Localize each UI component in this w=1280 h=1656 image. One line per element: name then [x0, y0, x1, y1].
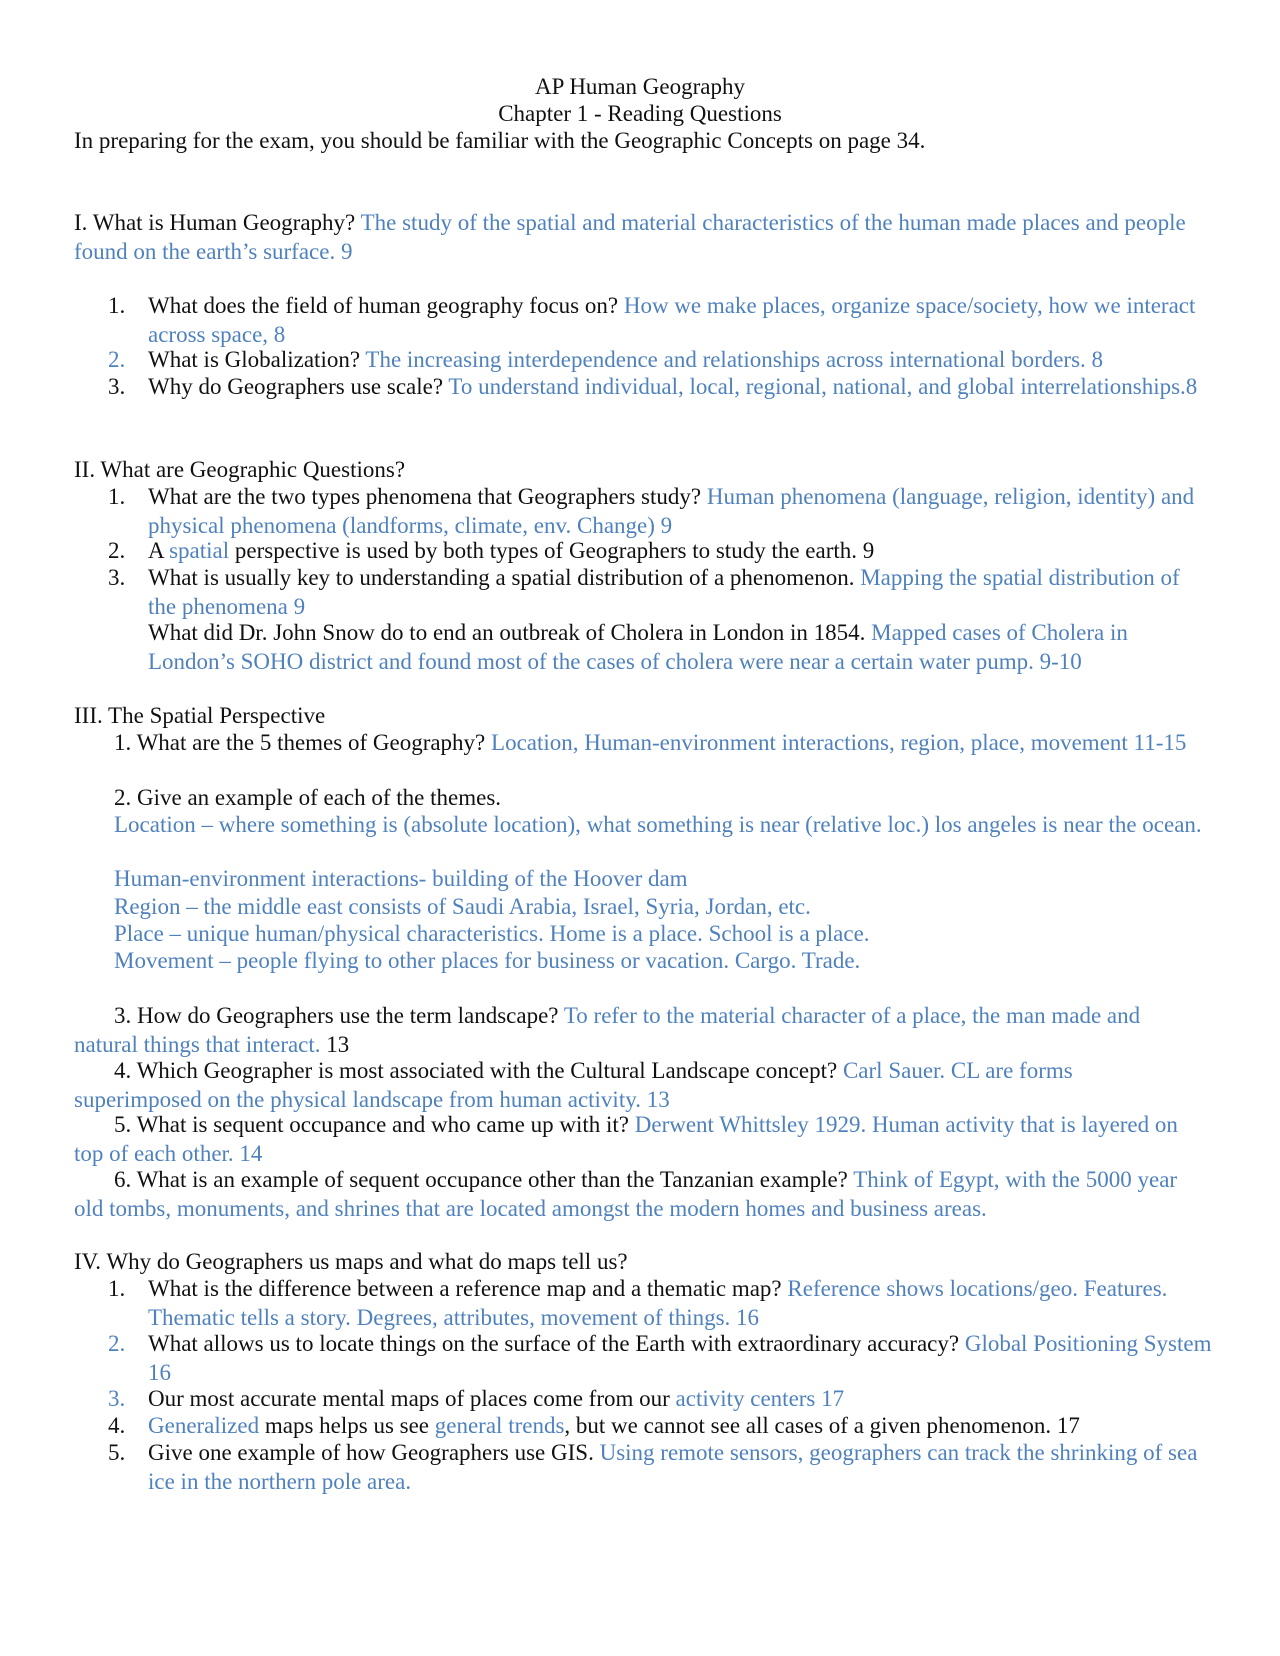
- question-text: maps helps us see: [259, 1413, 435, 1438]
- answer-text: Location, Human-environment interactions, region, place, movement 11-15: [485, 730, 1187, 755]
- answer-text: To refer to the material character of a place, the man made and natural things that interact.: [74, 1003, 1141, 1057]
- list-number: 1.: [108, 293, 126, 318]
- list-number: 4.: [108, 1413, 126, 1438]
- s4-item-2: [108, 1329, 1213, 1387]
- list-number: 5.: [108, 1440, 126, 1465]
- list-number: 2.: [108, 1331, 126, 1356]
- list-number: 1.: [108, 484, 126, 509]
- answer-text: To understand individual, local, regional, national, and global interrelationships.8: [448, 374, 1198, 399]
- answer-text: Using remote sensors, geographers can track the shrinking of sea ice in the northern pole area.: [148, 1440, 1198, 1494]
- question-text: Why do Geographers use scale?: [148, 374, 444, 399]
- s4-item-3: [108, 1384, 1213, 1413]
- question-text: 6. What is an example of sequent occupance other than the Tanzanian example?: [114, 1167, 848, 1192]
- s2-item-1: [108, 482, 1213, 540]
- s3-q6: [74, 1165, 1204, 1223]
- answer-text: activity centers 17: [675, 1386, 845, 1411]
- question-text: What are the two types phenomena that Geographers study?: [148, 484, 702, 509]
- section-3-heading: III. The Spatial Perspective: [74, 703, 326, 728]
- theme-human-environment: Human-environment interactions- building of the Hoover dam: [114, 866, 688, 891]
- section-4-heading: IV. Why do Geographers us maps and what do maps tell us?: [74, 1249, 628, 1274]
- answer-text: Mapping the spatial distribution of the phenomena 9: [148, 565, 1180, 619]
- section-2-heading: II. What are Geographic Questions?: [74, 457, 406, 482]
- list-number: 3.: [108, 374, 126, 399]
- s2-item-2: [108, 536, 1213, 565]
- list-number: 1.: [108, 1276, 126, 1301]
- s1-item-3: [108, 372, 1213, 401]
- s3-q3: [74, 1001, 1204, 1059]
- s1-item-2: [108, 345, 1213, 374]
- question-text: 3. How do Geographers use the term landscape?: [114, 1003, 559, 1028]
- question-text: Our most accurate mental maps of places come from our: [148, 1386, 670, 1411]
- doc-title: AP Human Geography: [535, 74, 745, 99]
- answer-text: Human phenomena (language, religion, identity) and physical phenomena (landforms, climate, env. Change) 9: [148, 484, 1195, 538]
- theme-location: Location – where something is (absolute location), what something is near (relative loc.) los angeles is near the ocean.: [114, 812, 1202, 837]
- s4-item-5: [108, 1438, 1213, 1496]
- s3-q2: 2. Give an example of each of the themes.: [114, 785, 502, 810]
- list-number: 3.: [108, 565, 126, 590]
- question-text: What is Globalization?: [148, 347, 361, 372]
- s2-extra: [148, 618, 1213, 676]
- question-text: , but we cannot see all cases of a given phenomenon. 17: [564, 1413, 1080, 1438]
- s4-item-4: [108, 1411, 1213, 1440]
- answer-text: Derwent Whittsley 1929. Human activity that is layered on top of each other. 14: [74, 1112, 1178, 1166]
- answer-text: general trends: [434, 1413, 565, 1438]
- doc-intro: In preparing for the exam, you should be familiar with the Geographic Concepts on page 34.: [74, 128, 926, 153]
- section-1-heading: I. What is Human Geography?: [74, 210, 356, 235]
- answer-text: The increasing interdependence and relationships across international borders. 8: [365, 347, 1104, 372]
- s3-q4: [74, 1056, 1204, 1114]
- theme-region: Region – the middle east consists of Saudi Arabia, Israel, Syria, Jordan, etc.: [114, 894, 811, 919]
- question-text: 1. What are the 5 themes of Geography?: [114, 730, 486, 755]
- answer-text: Global Positioning System 16: [148, 1331, 1212, 1385]
- question-text: What is the difference between a reference map and a thematic map?: [148, 1276, 782, 1301]
- section-1: [74, 208, 1204, 266]
- question-text: What allows us to locate things on the surface of the Earth with extraordinary accuracy?: [148, 1331, 960, 1356]
- answer-text: Generalized: [148, 1413, 260, 1438]
- question-text: What did Dr. John Snow do to end an outbreak of Cholera in London in 1854.: [148, 620, 866, 645]
- s1-item-1: [108, 291, 1213, 349]
- section-1-answer: The study of the spatial and material characteristics of the human made places and people found on the earth’s surface. 9: [74, 210, 1186, 264]
- answer-text: Reference shows locations/geo. Features. Thematic tells a story. Degrees, attributes, movement of things. 16: [148, 1276, 1168, 1330]
- page-reference: 13: [326, 1032, 350, 1057]
- s3-q1: [74, 728, 1204, 757]
- doc-subtitle: Chapter 1 - Reading Questions: [498, 101, 782, 126]
- answer-text: Think of Egypt, with the 5000 year old tombs, monuments, and shrines that are located amongst the modern homes and business areas.: [74, 1167, 1178, 1221]
- question-text: 4. Which Geographer is most associated with the Cultural Landscape concept?: [114, 1058, 838, 1083]
- theme-movement: Movement – people flying to other places for business or vacation. Cargo. Trade.: [114, 948, 861, 973]
- list-number: 2.: [108, 347, 126, 372]
- answer-text: Mapped cases of Cholera in London’s SOHO district and found most of the cases of cholera were near a certain water pump. 9-10: [148, 620, 1128, 674]
- question-text: What does the field of human geography focus on?: [148, 293, 619, 318]
- theme-place: Place – unique human/physical characteristics. Home is a place. School is a place.: [114, 921, 870, 946]
- question-text: 5. What is sequent occupance and who came up with it?: [114, 1112, 629, 1137]
- question-text: A: [148, 538, 164, 563]
- list-number: 2.: [108, 538, 126, 563]
- question-text: Give one example of how Geographers use GIS.: [148, 1440, 594, 1465]
- answer-text: Carl Sauer. CL are forms superimposed on the physical landscape from human activity. 13: [74, 1058, 1073, 1112]
- answer-text: How we make places, organize space/society, how we interact across space, 8: [148, 293, 1196, 347]
- s2-item-3: [108, 563, 1213, 621]
- question-text: What is usually key to understanding a spatial distribution of a phenomenon.: [148, 565, 855, 590]
- list-number: 3.: [108, 1386, 126, 1411]
- answer-text: spatial: [169, 538, 230, 563]
- question-text: perspective is used by both types of Geographers to study the earth. 9: [229, 538, 875, 563]
- s4-item-1: [108, 1274, 1213, 1332]
- s3-q5: [74, 1110, 1204, 1168]
